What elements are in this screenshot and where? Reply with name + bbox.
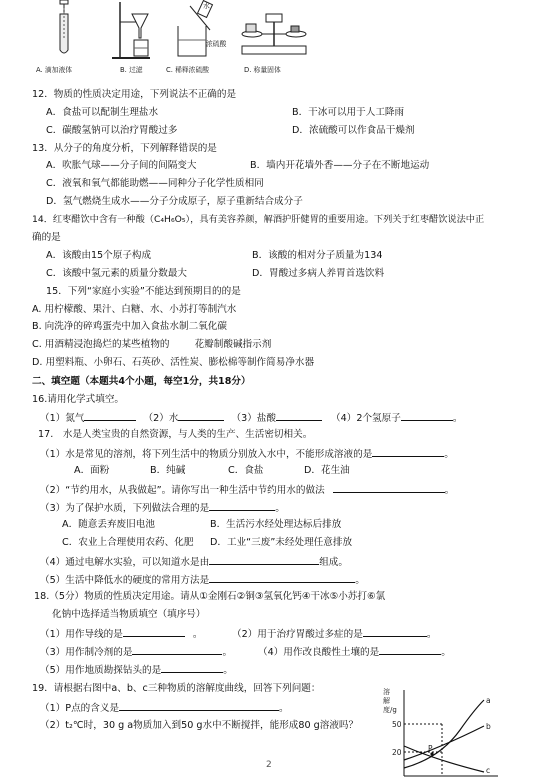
page-number: 2: [266, 760, 272, 770]
q17-s1-option-c: C．食盐: [228, 465, 264, 476]
q18-s5-end: 。: [223, 665, 233, 676]
q17-s5-text: （5）生活中降低水的硬度的常用方法是: [40, 575, 210, 586]
figure-c-label-acid: 浓硫酸: [206, 40, 227, 48]
dilution-beaker-drawing: [170, 0, 230, 62]
q14-stem-line1: 14．红枣醋饮中含有一种酸（C₄H₆O₅），具有美容养颜，解酒护肝健胃的重要用途。下列关于红枣醋饮说法中正: [32, 214, 485, 225]
dropper-tube-drawing: [30, 0, 110, 60]
q13-option-b: B．墙内开花墙外香——分子在不断地运动: [250, 160, 430, 171]
filtration-stand-drawing: [110, 0, 170, 62]
q18-s3-text: （3）用作制冷剂的是: [40, 647, 133, 658]
q15-option-c-text: C. 用酒精浸泡捣烂的某些植物的: [32, 339, 170, 350]
q15-option-c-tail: 花瓣制酸碱指示剂: [194, 339, 272, 350]
q15-option-c: [32, 338, 271, 351]
q17-s5-end: 。: [355, 575, 365, 586]
q18-s4-blank[interactable]: [379, 644, 441, 655]
q17-stem: 17. 水是人类宝贵的自然资源，与人类的生产、生活密切相关。: [38, 429, 313, 440]
q15-option-a: A. 用柠檬酸、果汁、白糖、水、小苏打等制汽水: [32, 304, 237, 315]
q18-stem-line2: 化钠中选择适当物质填空（填序号）: [52, 609, 206, 620]
q17-s4-end: 组成。: [319, 557, 348, 568]
graph-y-label: 溶解度/g: [383, 688, 397, 714]
q17-s4-text: （4）通过电解水实验，可以知道水是由: [40, 557, 210, 568]
q16-part2-blank[interactable]: [178, 410, 224, 421]
q14-option-a: A．该酸由15个原子构成: [46, 250, 152, 261]
figure-c-caption: C. 稀释浓硫酸: [166, 66, 210, 74]
q18-s1-text: （1）用作导线的是: [40, 629, 123, 640]
q14-option-d: D．胃酸过多病人养胃首选饮料: [252, 268, 385, 279]
q12-option-a: A．食盐可以配制生理盐水: [46, 107, 159, 118]
q17-s3-option-b: B．生活污水经处理达标后排放: [210, 519, 342, 530]
q14-option-c: C．该酸中氢元素的质量分数最大: [46, 268, 188, 279]
q17-s2-blank[interactable]: [333, 482, 445, 493]
figure-balance: [236, 2, 312, 62]
figure-dropper: [30, 0, 110, 60]
q17-s2: [40, 482, 454, 497]
figure-filtration: [110, 0, 170, 62]
q17-s1: [40, 446, 454, 461]
q16-part3-label: （3）盐酸: [231, 413, 276, 424]
q17-s2-text: （2）“节约用水，从我做起”。请你写出一种生活中节约用水的做法: [40, 485, 325, 496]
q17-s1-end: 。: [444, 449, 454, 460]
figure-d-caption: D. 称量固体: [244, 66, 281, 74]
q12-option-b: B．干冰可以用于人工降雨: [292, 107, 405, 118]
q19-stem: 19．请根据右图中a、b、c三种物质的溶解度曲线，回答下列问题：: [32, 683, 321, 694]
q17-s3-end: 。: [275, 503, 285, 514]
q17-s1-text: （1）水是常见的溶剂，将下列生活中的物质分别放入水中，不能形成溶液的是: [40, 449, 373, 460]
q14-option-b: B．该酸的相对分子质量为134: [252, 250, 383, 261]
q16-part3-blank[interactable]: [276, 410, 322, 421]
q17-s5: [40, 572, 365, 587]
q13-stem: 13．从分子的角度分析，下列解释错误的是: [32, 143, 217, 154]
q17-s3-option-a: A．随意丢弃废旧电池: [62, 519, 155, 530]
q17-s1-option-d: D．花生油: [304, 465, 350, 476]
q18-s1-blank[interactable]: [123, 626, 185, 637]
q17-s3-blank[interactable]: [209, 500, 275, 511]
q17-s3-text: （3）为了保护水质，下列做法合理的是: [40, 503, 210, 514]
q18-stem-line1: 18.（5分）物质的性质决定用途。请从①金刚石②铜③氢氧化钙④干冰⑤小苏打⑥氯: [34, 591, 386, 602]
q15-option-b: B. 向洗净的碎鸡蛋壳中加入食盐水制二氧化碳: [32, 321, 227, 332]
q19-s1-blank[interactable]: [119, 700, 279, 711]
q16-part4-blank[interactable]: [401, 410, 453, 421]
q17-s3-option-c: C．农业上合理使用农药、化肥: [62, 537, 194, 548]
figure-a-caption: A. 滴加液体: [36, 66, 73, 74]
q12-stem: 12．物质的性质决定用途，下列说法不正确的是: [32, 89, 237, 100]
q19-s2-text: （2）t₂℃时，30 g a物质加入到50 g水中不断搅拌，能形成80 g溶液吗？: [40, 720, 359, 731]
q13-option-c: C．液氧和氧气都能助燃——同种分子化学性质相同: [46, 178, 264, 189]
figure-b-caption: B. 过滤: [120, 66, 143, 74]
q18-s5-text: （5）用作地质勘探钻头的是: [40, 665, 162, 676]
q16-part1-label: （1）氮气: [40, 413, 85, 424]
q17-s1-blank[interactable]: [372, 446, 444, 457]
q18-s1-end: 。: [192, 629, 203, 640]
q19-s2: [40, 717, 358, 732]
curve-b: [404, 726, 484, 760]
q14-stem-line2: 确的是: [32, 232, 61, 243]
q17-s3: [40, 500, 285, 515]
q18-s5: [40, 662, 233, 677]
q19-s1-text: （1）P点的含义是: [40, 703, 120, 714]
q16-stem: 16.请用化学式填空。: [32, 394, 125, 405]
graph-label-b: b: [486, 722, 491, 731]
q16-blanks: [40, 410, 462, 425]
q18-s1: [40, 626, 202, 641]
q18-s5-blank[interactable]: [161, 662, 223, 673]
q17-s4-blank[interactable]: [209, 554, 319, 565]
q18-s4-text: （4）用作改良酸性土壤的是: [258, 647, 380, 658]
q19-s1-end: 。: [279, 703, 289, 714]
solubility-curve-figure: [380, 686, 500, 780]
q15-stem: 15．下列“家庭小实验”不能达到预期目的的是: [46, 286, 241, 297]
q17-s3-option-d: D．工业“三废”未经处理任意排放: [210, 537, 353, 548]
q18-s4: [258, 644, 451, 659]
curve-c: [404, 746, 484, 772]
q18-s3: [40, 644, 232, 659]
graph-label-c: c: [486, 766, 491, 775]
q17-s4: [40, 554, 348, 569]
q17-s1-option-b: B．纯碱: [150, 465, 186, 476]
q12-option-d: D．浓硫酸可以作食品干燥剂: [292, 125, 415, 136]
q16-part1-blank[interactable]: [84, 410, 136, 421]
figure-c-label-water: 水: [203, 2, 210, 10]
graph-tick-20: 20: [392, 748, 402, 757]
curve-a: [404, 700, 484, 768]
q16-end-mark: 。: [452, 413, 463, 424]
q12-option-c: C．碳酸氢钠可以治疗胃酸过多: [46, 125, 178, 136]
q18-s2-end: 。: [426, 629, 437, 640]
q19-s1: [40, 700, 289, 715]
q18-s2: [232, 626, 436, 641]
q13-option-a: A．吹胀气球——分子间的间隔变大: [46, 160, 197, 171]
q17-s5-blank[interactable]: [209, 572, 355, 583]
solubility-curve-svg: [380, 686, 500, 780]
q13-option-d: D．氢气燃烧生成水——分子分成原子，原子重新结合成分子: [46, 196, 303, 207]
q18-s2-blank[interactable]: [363, 626, 427, 637]
q15-option-d: D. 用塑料瓶、小卵石、石英砂、活性炭、膨松棉等制作简易净水器: [32, 357, 315, 368]
q18-s2-text: （2）用于治疗胃酸过多症的是: [232, 629, 363, 640]
figure-dilution: [170, 0, 230, 62]
q16-part2-label: （2）水: [143, 413, 179, 424]
graph-tick-50: 50: [392, 720, 402, 729]
balance-scale-drawing: [236, 2, 312, 62]
section-fill-blank-heading: 二、填空题（本题共4个小题，每空1分，共18分）: [32, 376, 251, 387]
q18-s3-blank[interactable]: [132, 644, 222, 655]
q17-s1-option-a: A．面粉: [74, 465, 110, 476]
q16-part4-label: （4）2个氢原子: [331, 413, 401, 424]
q17-s2-end: 。: [444, 485, 455, 496]
graph-label-p: P: [428, 744, 433, 753]
graph-label-a: a: [486, 696, 491, 705]
q18-s4-end: 。: [441, 647, 451, 658]
q18-s3-end: 。: [222, 647, 233, 658]
